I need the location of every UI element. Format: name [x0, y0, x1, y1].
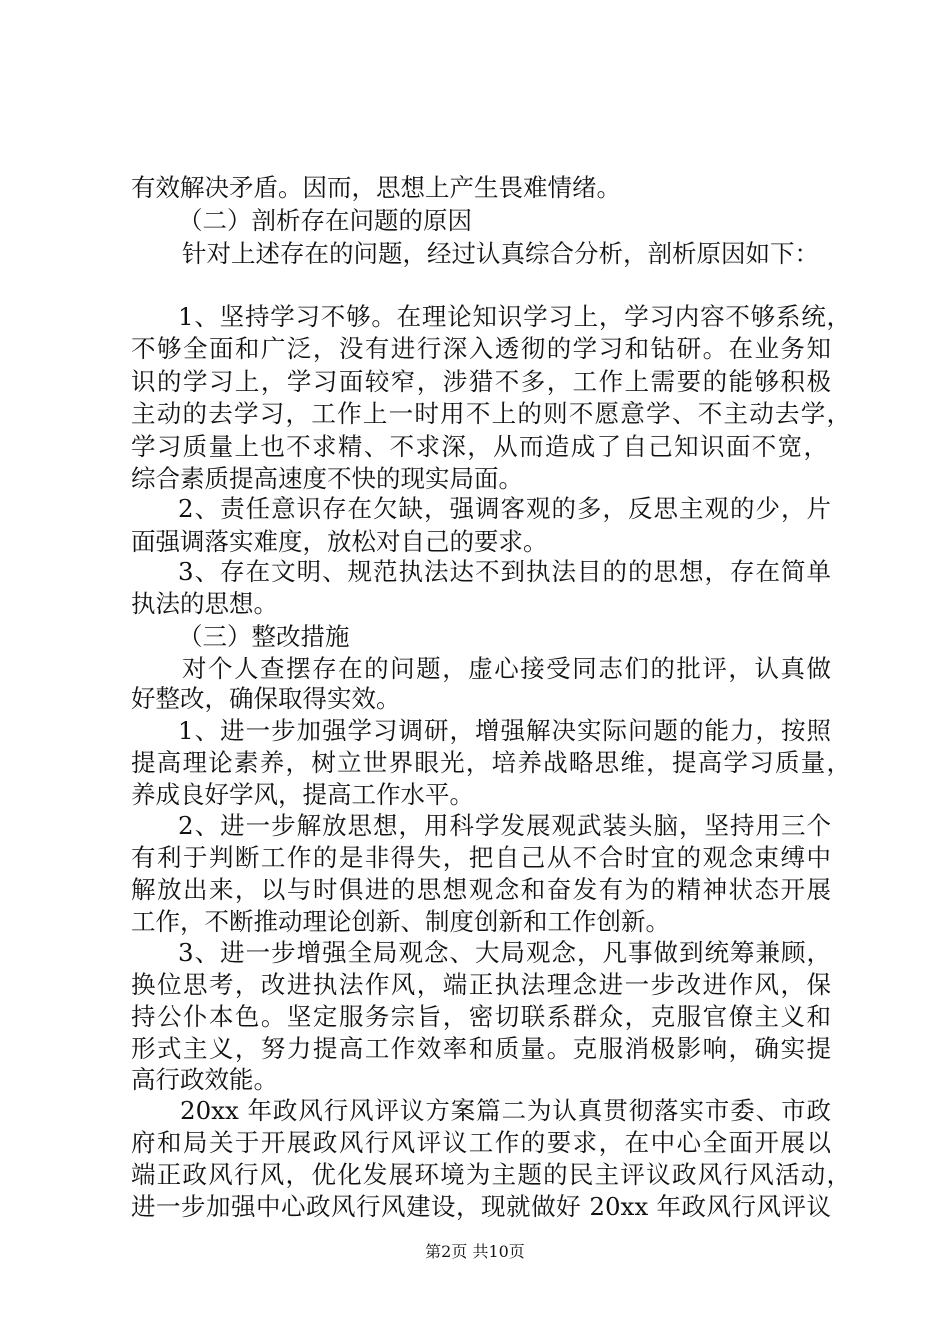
paragraph-line: 2、进一步解放思想，用科学发展观武装头脑，坚持用三个 [178, 811, 831, 840]
section-heading: （二）剖析存在问题的原因 [178, 206, 472, 235]
paragraph-line: 提高理论素养，树立世界眼光，培养战略思维，提高学习质量， [131, 748, 851, 777]
paragraph-line: 端正政风行风，优化发展环境为主题的民主评议政风行风活动， [131, 1160, 851, 1189]
section-heading: （三）整改措施 [178, 622, 350, 651]
paragraph-line: 针对上述存在的问题，经过认真综合分析，剖析原因如下： [182, 239, 819, 268]
paragraph-line: 学习质量上也不求精、不求深，从而造成了自己知识面不宽， [131, 432, 828, 461]
paragraph-line: 持公仆本色。坚定服务宗旨，密切联系群众，克服官僚主义和 [131, 1002, 831, 1031]
paragraph-line: 换位思考，改进执法作风，端正执法理念进一步改进作风，保 [131, 970, 831, 999]
paragraph-line: 识的学习上，学习面较窄，涉猎不多，工作上需要的能够积极 [131, 367, 831, 396]
paragraph-line: 面强调落实难度，放松对自己的要求。 [131, 527, 548, 556]
paragraph-line: 府和局关于开展政风行风评议工作的要求，在中心全面开展以 [131, 1128, 831, 1157]
paragraph-line: 有效解决矛盾。因而，思想上产生畏难情绪。 [131, 173, 621, 202]
paragraph-line: 1、坚持学习不够。在理论知识学习上，学习内容不够系统， [178, 302, 851, 331]
paragraph-line: 养成良好学风，提高工作水平。 [131, 780, 474, 809]
paragraph-line: 执法的思想。 [131, 589, 278, 618]
paragraph-line: 20xx 年政风行风评议方案篇二为认真贯彻落实市委、市政 [180, 1096, 831, 1125]
paragraph-line: 工作，不断推动理论创新、制度创新和工作创新。 [131, 907, 670, 936]
paragraph-line: 不够全面和广泛，没有进行深入透彻的学习和钻研。在业务知 [131, 334, 831, 363]
paragraph-line: 2、责任意识存在欠缺，强调客观的多，反思主观的少，片 [178, 494, 831, 523]
paragraph-line: 对个人查摆存在的问题，虚心接受同志们的批评，认真做 [182, 654, 831, 683]
page-number-footer: 第2页 共10页 [425, 1242, 525, 1261]
paragraph-line: 好整改，确保取得实效。 [131, 684, 401, 713]
paragraph-line: 3、存在文明、规范执法达不到执法目的的思想，存在简单 [178, 557, 831, 586]
paragraph-line: 有利于判断工作的是非得失，把自己从不合时宜的观念束缚中 [131, 843, 831, 872]
paragraph-line: 3、进一步增强全局观念、大局观念，凡事做到统筹兼顾， [178, 938, 831, 967]
paragraph-line: 综合素质提高速度不快的现实局面。 [131, 464, 523, 493]
paragraph-line: 高行政效能。 [131, 1065, 278, 1094]
paragraph-line: 进一步加强中心政风行风建设，现就做好 20xx 年政风行风评议 [131, 1192, 831, 1221]
paragraph-line: 1、进一步加强学习调研，增强解决实际问题的能力，按照 [178, 716, 831, 745]
paragraph-line: 形式主义，努力提高工作效率和质量。克服消极影响，确实提 [131, 1034, 831, 1063]
paragraph-line: 解放出来，以与时俱进的思想观念和奋发有为的精神状态开展 [131, 875, 831, 904]
paragraph-line: 主动的去学习，工作上一时用不上的则不愿意学、不主动去学， [131, 399, 851, 428]
